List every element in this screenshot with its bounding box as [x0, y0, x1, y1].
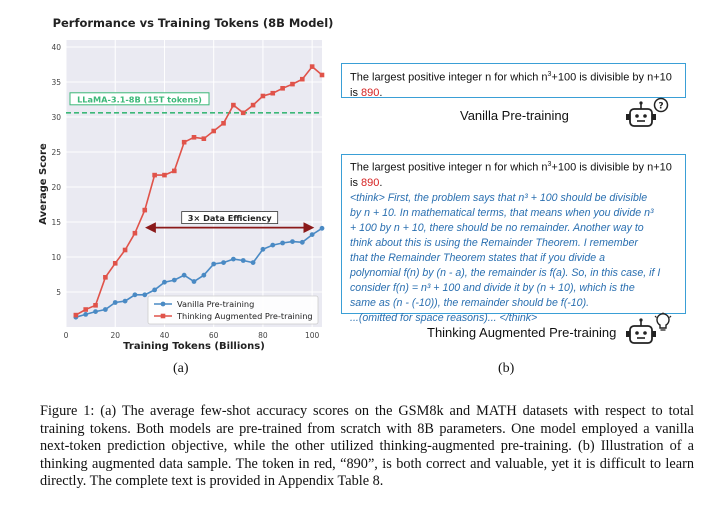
- data-point: [152, 288, 157, 293]
- data-point: [113, 300, 118, 305]
- data-point: [241, 258, 246, 263]
- vanilla-label: Vanilla Pre-training: [460, 108, 569, 123]
- data-point: [182, 140, 187, 145]
- data-point: [172, 278, 177, 283]
- data-point: [290, 239, 295, 244]
- data-point: [261, 94, 266, 99]
- legend: [148, 296, 318, 324]
- y-tick-label: 10: [51, 253, 61, 262]
- data-point: [231, 257, 236, 262]
- data-point: [300, 77, 305, 82]
- data-point: [270, 243, 275, 248]
- data-point: [192, 279, 197, 284]
- data-point: [310, 64, 315, 69]
- data-point: [182, 273, 187, 278]
- data-point: [152, 173, 157, 178]
- y-tick-label: 40: [51, 43, 61, 52]
- x-tick-label: 20: [110, 331, 121, 340]
- data-point: [280, 86, 285, 91]
- data-point: [241, 111, 246, 116]
- x-tick-label: 100: [304, 331, 320, 340]
- y-tick-label: 35: [51, 78, 61, 87]
- data-point: [290, 82, 295, 87]
- figure-caption: Figure 1: (a) The average few-shot accuracy scores on the GSM8k and MATH datasets with respect to total training tokens. Both models are pre-trained from scratch with 8B parameters. One model employed a vanilla next-token prediction objective, while the other utilized thinking-augmented pre-training. (b) Illustration of a thinking augmented data sample. The token in red, “890”, is both correct and valuable, yet it is difficult to learn directly. The complete text is provided in Appendix Table 8.: [40, 403, 694, 489]
- x-tick-label: 80: [258, 331, 268, 340]
- vanilla-example-box: [341, 63, 686, 98]
- data-point: [231, 103, 236, 108]
- vanilla-answer: 890: [361, 86, 380, 99]
- plot-area: [66, 40, 322, 327]
- data-point: [320, 226, 325, 231]
- thinking-text: <think> First, the problem says that n³ + 100 should be divisible by n + 10. In mathematical terms, that means when you divide n³ + 100 by n + 10, there should be no remainder. Another way to think about this is using the Remainder Theorem. I remember that the Remainder Theorem states that if you divide a polynomial f(n) by (n - a), the remainder is f(a). So, in this case, if I consider f(n) = n³ + 100 and divide it by (n + 10), which is the same as (n - (-10)), the remainder should be f(-10). ...(omitted for space reasons)... </think>: [350, 191, 661, 324]
- y-tick-label: 20: [51, 183, 61, 192]
- legend-label: Thinking Augmented Pre-training: [177, 311, 313, 321]
- data-point: [74, 313, 79, 318]
- data-point: [142, 292, 147, 297]
- vanilla-question: The largest positive integer n for which $n^3+100$ is divisible by n+10 is 890.: [350, 71, 672, 99]
- data-point: [202, 136, 207, 141]
- legend-label: Vanilla Pre-training: [177, 299, 255, 309]
- data-point: [261, 247, 266, 252]
- data-point: [133, 231, 138, 236]
- chart-title: Performance vs Training Tokens (8B Model): [52, 16, 334, 30]
- panel-b-label: (b): [498, 361, 515, 376]
- data-point: [300, 240, 305, 245]
- llama-label: LLaMA-3.1-8B (15T tokens): [77, 94, 202, 105]
- data-point: [83, 312, 88, 317]
- data-point: [83, 307, 88, 312]
- data-point: [113, 261, 118, 266]
- thinking-answer: 890: [361, 176, 380, 189]
- robot-question-icon: [624, 97, 670, 133]
- data-point: [251, 103, 256, 108]
- panel-a-label: (a): [173, 361, 189, 376]
- data-point: [221, 260, 226, 265]
- efficiency-label: 3× Data Efficiency: [187, 213, 272, 224]
- data-point: [280, 241, 285, 246]
- y-tick-label: 30: [51, 113, 61, 122]
- x-axis-label: Training Tokens (Billions): [123, 341, 265, 352]
- y-axis-label: Average Score: [38, 143, 49, 225]
- data-point: [192, 135, 197, 140]
- legend-marker: [161, 314, 166, 319]
- data-point: [211, 262, 216, 267]
- data-point: [162, 280, 167, 285]
- data-point: [142, 208, 147, 213]
- thinking-question: The largest positive integer n for which $n^3+100$ is divisible by n+10 is 890.: [350, 161, 672, 189]
- y-tick-label: 15: [51, 218, 61, 227]
- data-point: [211, 129, 216, 134]
- data-point: [172, 169, 177, 174]
- data-point: [310, 232, 315, 237]
- data-point: [320, 73, 325, 78]
- svg-text:?: ?: [658, 101, 664, 112]
- data-point: [123, 248, 128, 253]
- data-point: [201, 273, 206, 278]
- x-tick-label: 0: [63, 331, 69, 340]
- data-point: [270, 91, 275, 96]
- data-point: [93, 309, 98, 314]
- data-point: [251, 260, 256, 265]
- thinking-example-box: [341, 154, 686, 324]
- y-tick-label: 25: [51, 148, 61, 157]
- data-point: [123, 299, 128, 304]
- data-point: [103, 275, 108, 280]
- data-point: [103, 307, 108, 312]
- data-point: [93, 303, 98, 308]
- data-point: [162, 173, 167, 178]
- robot-lightbulb-icon: [624, 312, 674, 350]
- line-chart: [0, 0, 340, 360]
- data-point: [221, 121, 226, 126]
- legend-marker: [161, 302, 166, 307]
- y-tick-label: 5: [56, 288, 61, 297]
- data-point: [133, 292, 138, 297]
- thinking-label: Thinking Augmented Pre-training: [427, 325, 617, 340]
- x-tick-label: 60: [208, 331, 219, 340]
- x-tick-label: 40: [159, 331, 170, 340]
